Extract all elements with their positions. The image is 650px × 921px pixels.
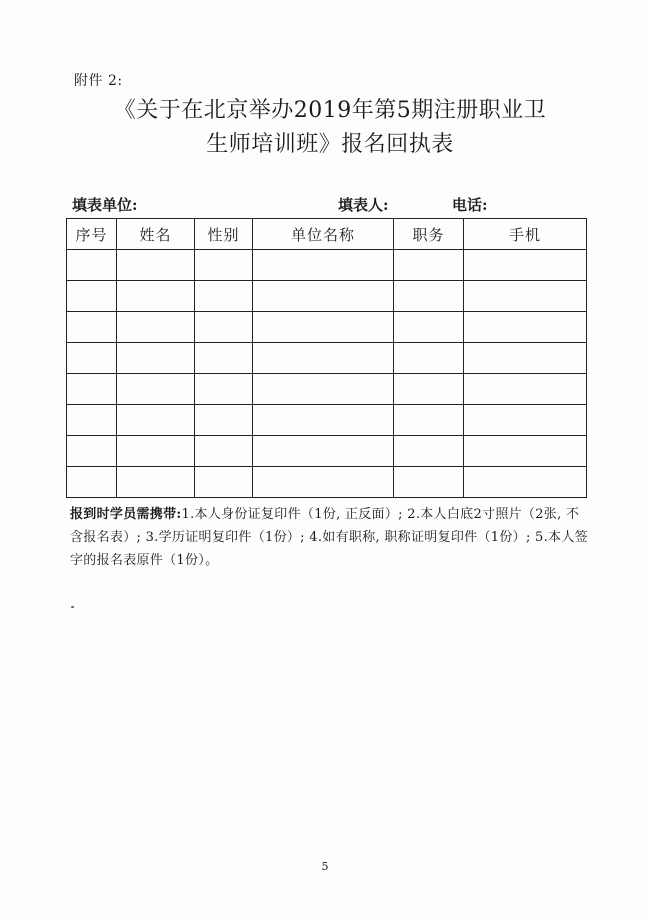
table-cell (195, 436, 253, 467)
page-number: 5 (321, 860, 329, 873)
notes-paragraph (70, 503, 590, 572)
notes-lead: 报到时学员需携带: (70, 507, 182, 522)
table-cell (195, 250, 253, 281)
scan-speck (71, 606, 74, 608)
table-cell (67, 281, 117, 312)
table-cell (253, 436, 394, 467)
header-cell: 职务 (394, 219, 464, 250)
table-cell (253, 312, 394, 343)
header-cell: 手机 (464, 219, 587, 250)
table-cell (117, 281, 195, 312)
table-cell (195, 467, 253, 498)
table-cell (195, 343, 253, 374)
header-cell: 序号 (67, 219, 117, 250)
table-row (67, 467, 587, 498)
table-cell (67, 312, 117, 343)
table-row (67, 405, 587, 436)
fill-unit-label: 填表单位: (72, 196, 138, 214)
table-cell (117, 436, 195, 467)
table-cell (117, 250, 195, 281)
table-cell (195, 374, 253, 405)
table-cell (117, 467, 195, 498)
table-body (67, 250, 587, 498)
table-cell (394, 250, 464, 281)
table-cell (394, 343, 464, 374)
table-cell (195, 281, 253, 312)
table-row (67, 250, 587, 281)
table-row (67, 374, 587, 405)
header-cell: 性别 (195, 219, 253, 250)
table-cell (394, 281, 464, 312)
document-title (70, 94, 590, 162)
table-cell (67, 405, 117, 436)
header-cell: 单位名称 (253, 219, 394, 250)
table-cell (394, 374, 464, 405)
table-cell (394, 405, 464, 436)
title-line-1: 《关于在北京举办2019年第5期注册职业卫 (113, 98, 547, 123)
table-cell (253, 343, 394, 374)
registration-table (66, 218, 587, 498)
table-cell (394, 436, 464, 467)
table-cell (253, 281, 394, 312)
header-cell: 姓名 (117, 219, 195, 250)
table-cell (67, 436, 117, 467)
table-cell (464, 281, 587, 312)
fill-phone-label: 电话: (452, 196, 488, 214)
table-cell (464, 312, 587, 343)
table-cell (117, 405, 195, 436)
table-row (67, 281, 587, 312)
table-cell (67, 343, 117, 374)
table-cell (195, 312, 253, 343)
table-cell (464, 467, 587, 498)
table-cell (253, 467, 394, 498)
table-cell (253, 374, 394, 405)
table-cell (394, 312, 464, 343)
table-cell (67, 374, 117, 405)
table-cell (253, 250, 394, 281)
table-row (67, 436, 587, 467)
table-header-row (67, 219, 587, 250)
table-cell (195, 405, 253, 436)
table-cell (394, 467, 464, 498)
table-cell (117, 374, 195, 405)
table-cell (117, 312, 195, 343)
table-cell (464, 436, 587, 467)
title-line-2: 生师培训班》报名回执表 (206, 132, 454, 157)
notes-body: 1.本人身份证复印件（1份, 正反面）; 2.本人白底2寸照片（2张, 不含报名表）; 3.学历证明复印件（1份）; 4.如有职称, 职称证明复印件（1份）; 5.本人签字的报名表原件（1份）。 (70, 507, 588, 568)
fill-in-row (72, 194, 592, 216)
table-cell (464, 343, 587, 374)
table-cell (67, 467, 117, 498)
table-cell (253, 405, 394, 436)
attachment-label: 附件 2: (74, 73, 123, 89)
fill-person-label: 填表人: (338, 196, 389, 214)
table-row (67, 343, 587, 374)
table-cell (464, 250, 587, 281)
table-cell (67, 250, 117, 281)
table-cell (117, 343, 195, 374)
table-row (67, 312, 587, 343)
table-cell (464, 374, 587, 405)
table-cell (464, 405, 587, 436)
